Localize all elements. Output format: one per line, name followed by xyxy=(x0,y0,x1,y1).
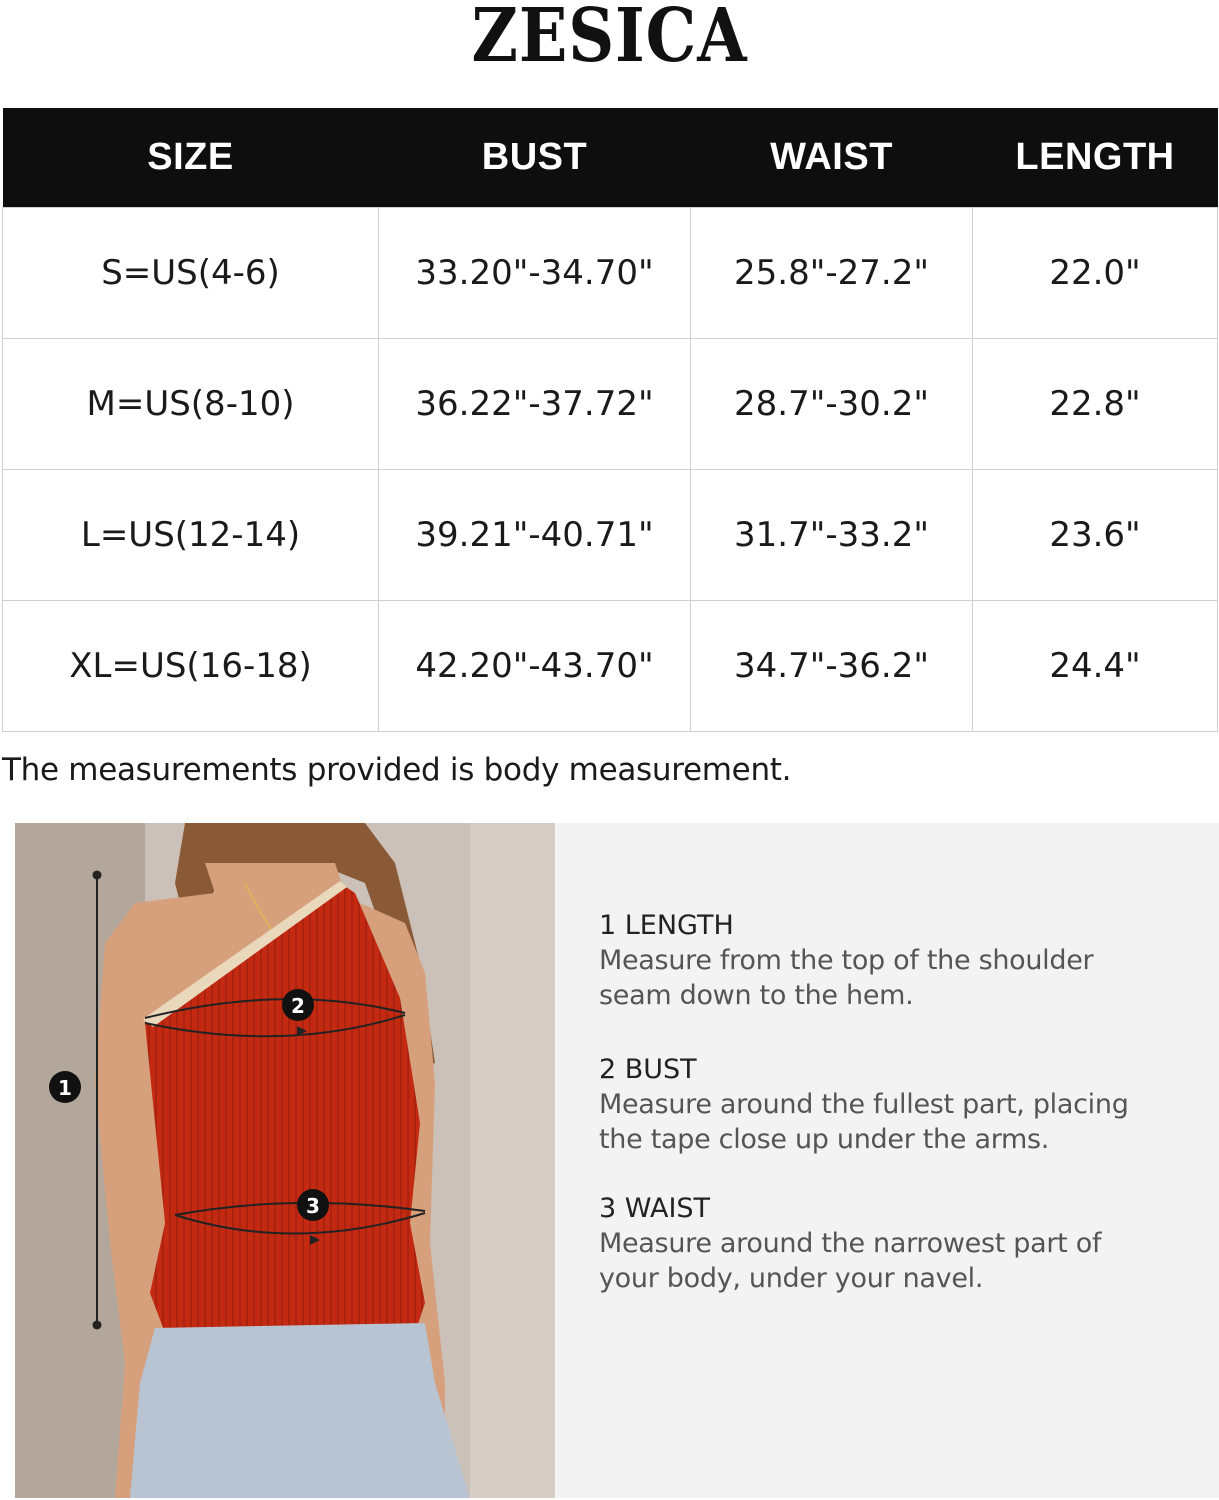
cell-bust: 42.20"-43.70" xyxy=(379,601,691,732)
step-description: your body, under your navel. xyxy=(599,1263,984,1294)
header-size: SIZE xyxy=(3,108,379,208)
measurement-note: The measurements provided is body measurement. xyxy=(2,752,792,788)
marker-3-label: 3 xyxy=(306,1194,320,1218)
guide-step-bust xyxy=(599,1053,1199,1157)
jeans xyxy=(130,1323,470,1498)
header-waist: WAIST xyxy=(691,108,973,208)
table-row xyxy=(3,470,1218,601)
step-title: 2 BUST xyxy=(599,1054,697,1085)
step-description: the tape close up under the arms. xyxy=(599,1124,1050,1155)
table-header-row xyxy=(3,108,1218,208)
length-top-dot xyxy=(93,871,102,880)
step-description: Measure around the narrowest part of xyxy=(599,1228,1102,1259)
table-row xyxy=(3,339,1218,470)
table-row xyxy=(3,208,1218,339)
cell-waist: 28.7"-30.2" xyxy=(691,339,973,470)
cell-waist: 31.7"-33.2" xyxy=(691,470,973,601)
marker-2-label: 2 xyxy=(291,994,305,1018)
marker-1-label: 1 xyxy=(58,1076,72,1100)
measurement-guide-panel xyxy=(555,823,1219,1498)
cell-size: S=US(4-6) xyxy=(3,208,379,339)
header-bust: BUST xyxy=(379,108,691,208)
guide-step-waist xyxy=(599,1192,1199,1296)
cell-size: M=US(8-10) xyxy=(3,339,379,470)
model-illustration xyxy=(15,823,555,1498)
guide-step-length xyxy=(599,909,1199,1013)
brand-logo: ZESICA xyxy=(471,0,748,79)
cell-length: 23.6" xyxy=(973,470,1218,601)
cell-length: 24.4" xyxy=(973,601,1218,732)
wall-right xyxy=(470,823,555,1498)
step-description: Measure around the fullest part, placing xyxy=(599,1089,1129,1120)
step-description: seam down to the hem. xyxy=(599,980,914,1011)
cell-bust: 33.20"-34.70" xyxy=(379,208,691,339)
step-title: 1 LENGTH xyxy=(599,910,734,941)
step-title: 3 WAIST xyxy=(599,1193,711,1224)
cell-bust: 39.21"-40.71" xyxy=(379,470,691,601)
size-chart-table xyxy=(2,108,1218,732)
cell-size: L=US(12-14) xyxy=(3,470,379,601)
cell-waist: 25.8"-27.2" xyxy=(691,208,973,339)
cell-length: 22.0" xyxy=(973,208,1218,339)
table-row xyxy=(3,601,1218,732)
header-length: LENGTH xyxy=(973,108,1218,208)
cell-length: 22.8" xyxy=(973,339,1218,470)
model-photo xyxy=(15,823,555,1498)
length-bottom-dot xyxy=(93,1321,102,1330)
cell-waist: 34.7"-36.2" xyxy=(691,601,973,732)
cell-bust: 36.22"-37.72" xyxy=(379,339,691,470)
step-description: Measure from the top of the shoulder xyxy=(599,945,1094,976)
cell-size: XL=US(16-18) xyxy=(3,601,379,732)
